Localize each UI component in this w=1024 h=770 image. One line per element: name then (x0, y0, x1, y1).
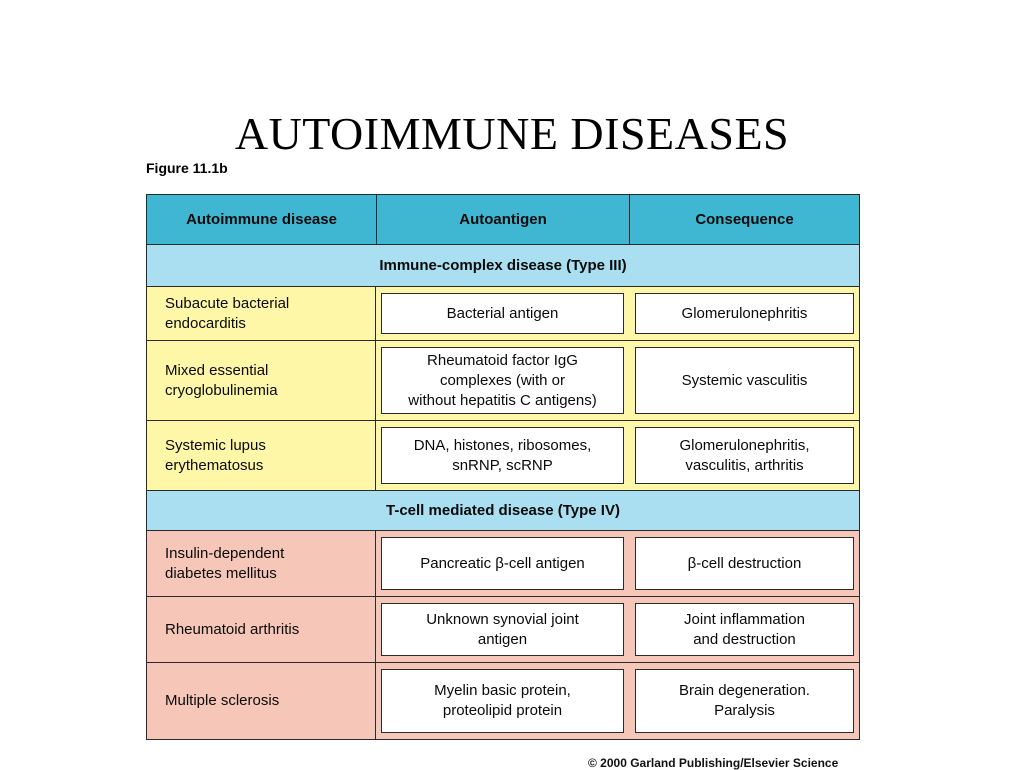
header-consequence: Consequence (695, 211, 794, 228)
disease-cell (147, 341, 376, 420)
table-row (147, 597, 859, 663)
figure-label: Figure 11.1b (146, 160, 228, 176)
disease-name: Mixed essential cryoglobulinemia (165, 361, 278, 399)
autoantigen-text: Pancreatic β-cell antigen (420, 554, 585, 572)
consequence-text: Glomerulonephritis (681, 304, 808, 322)
disease-name: Systemic lupus erythematosus (165, 436, 266, 474)
consequence-cell (635, 347, 854, 414)
autoantigen-text: Myelin basic protein, proteolipid protein (434, 682, 571, 719)
header-autoantigen: Autoantigen (459, 211, 547, 228)
autoantigen-text: Unknown synovial joint antigen (426, 610, 579, 648)
disease-cell (147, 421, 376, 490)
autoantigen-cell (381, 669, 624, 733)
consequence-text: Joint inflammation and destruction (684, 610, 805, 648)
disease-cell (147, 531, 376, 596)
autoantigen-cell (381, 537, 624, 590)
autoantigen-cell (381, 347, 624, 414)
consequence-cell (635, 603, 854, 656)
table-row (147, 531, 859, 597)
disease-name: Subacute bacterial endocarditis (165, 294, 290, 332)
table-row (147, 663, 859, 739)
autoantigen-cell (381, 293, 624, 334)
copyright-notice: © 2000 Garland Publishing/Elsevier Science (588, 756, 839, 770)
autoantigen-text: DNA, histones, ribosomes, snRNP, scRNP (413, 436, 592, 474)
consequence-text: Glomerulonephritis, vasculitis, arthritis (679, 436, 810, 474)
consequence-text: Systemic vasculitis (681, 371, 808, 389)
autoantigen-cell (381, 603, 624, 656)
consequence-cell (635, 427, 854, 484)
header-disease: Autoimmune disease (186, 211, 337, 228)
consequence-cell (635, 293, 854, 334)
disease-cell (147, 597, 376, 662)
consequence-text: β-cell destruction (687, 554, 802, 572)
autoantigen-cell (381, 427, 624, 484)
table-row (147, 421, 859, 491)
disease-name: Insulin-dependent diabetes mellitus (165, 544, 285, 582)
section-header-type-iii: Immune-complex disease (Type III) (147, 245, 859, 287)
consequence-text: Brain degeneration. Paralysis (679, 682, 810, 719)
section-header-type-iv: T-cell mediated disease (Type IV) (147, 491, 859, 531)
autoantigen-text: Rheumatoid factor IgG complexes (with or without hepatitis C antigens) (408, 351, 597, 409)
autoantigen-text: Bacterial antigen (446, 304, 559, 322)
disease-cell (147, 287, 376, 340)
consequence-cell (635, 669, 854, 733)
disease-name: Multiple sclerosis (165, 692, 280, 709)
table-row (147, 287, 859, 341)
autoimmune-table (146, 194, 860, 740)
disease-cell (147, 663, 376, 739)
table-header-row (147, 195, 859, 245)
table-row (147, 341, 859, 421)
disease-name: Rheumatoid arthritis (165, 620, 300, 638)
consequence-cell (635, 537, 854, 590)
slide-title: AUTOIMMUNE DISEASES (234, 108, 790, 159)
